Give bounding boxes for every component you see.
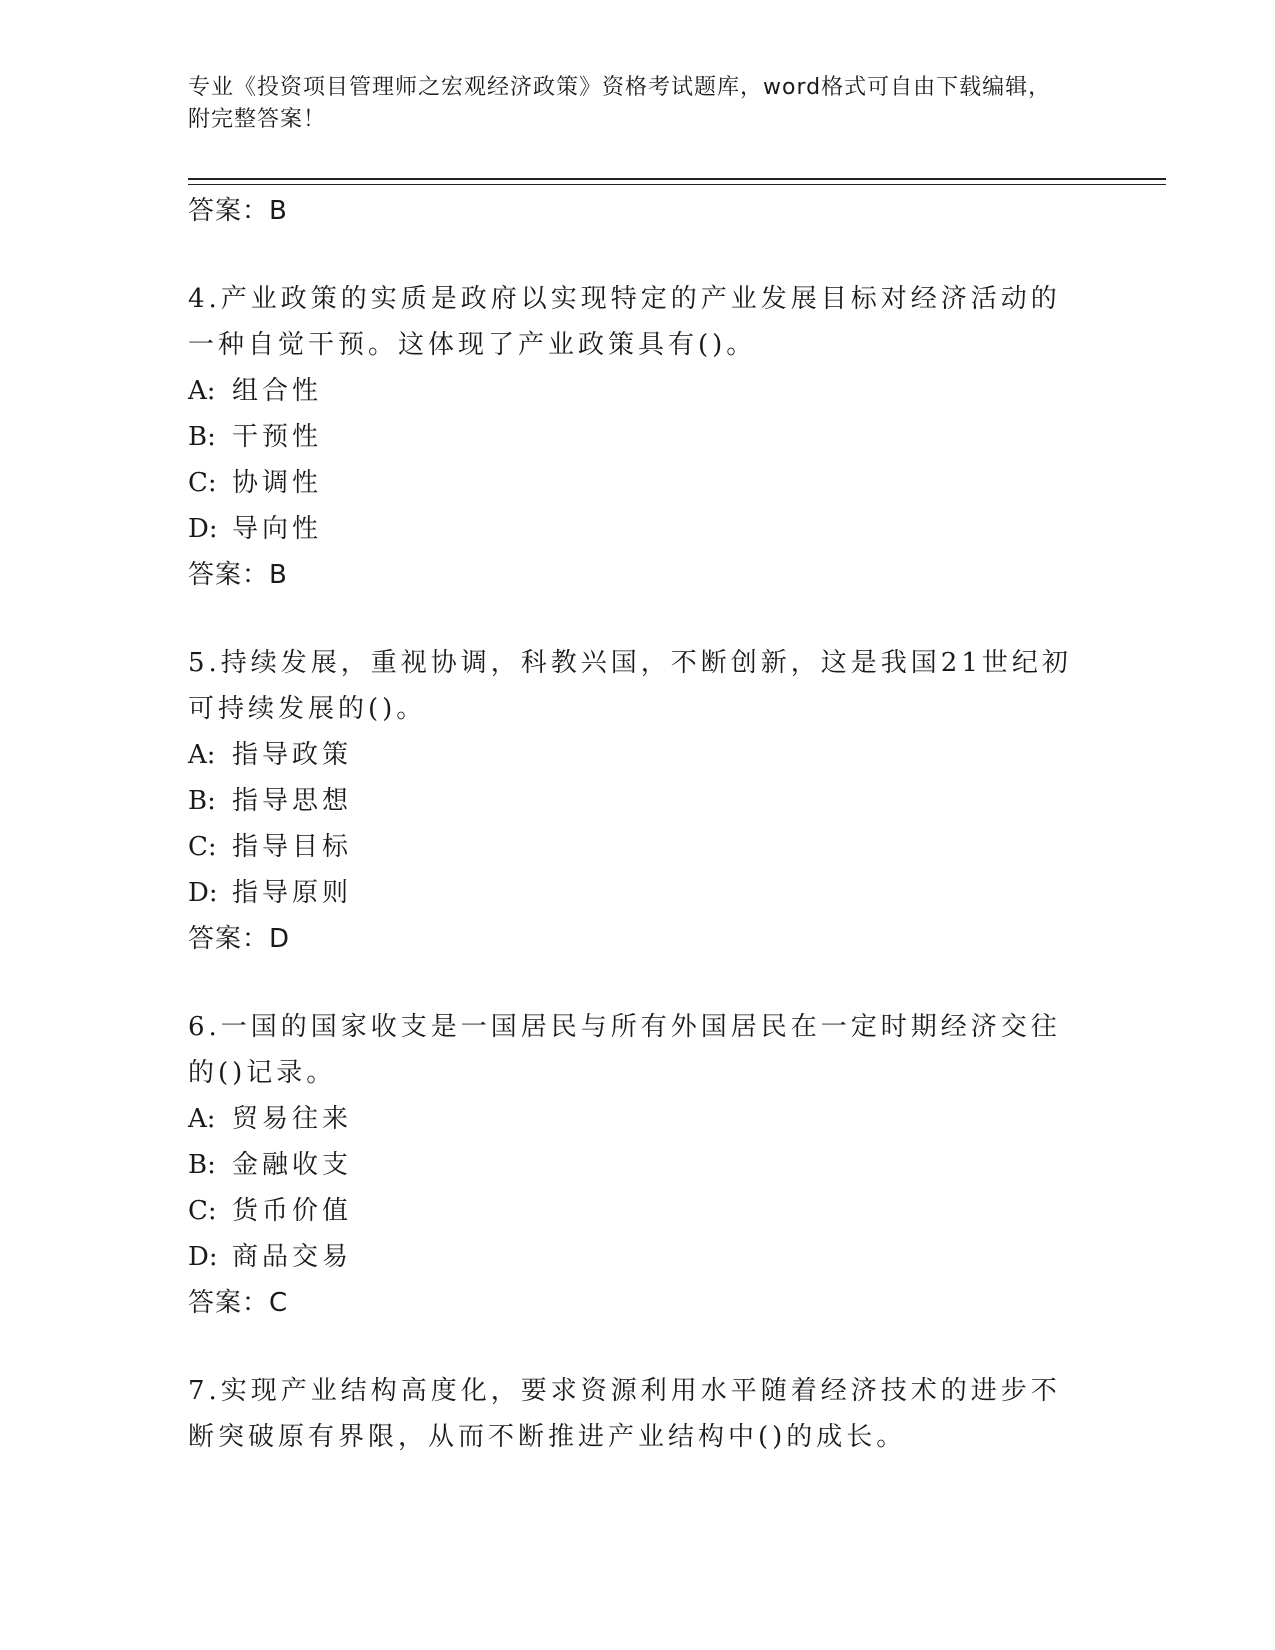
option-c	[188, 460, 1088, 506]
option-letter: C:	[188, 832, 217, 862]
option-text: 组合性	[232, 376, 323, 406]
option-letter: D:	[188, 878, 218, 908]
header-rule-thin	[188, 184, 1166, 185]
option-d	[188, 506, 1088, 552]
option-letter: A:	[188, 740, 216, 770]
answer-line: 答案：C	[188, 1288, 289, 1318]
option-letter: D:	[188, 1242, 218, 1272]
option-text: 导向性	[232, 514, 323, 544]
option-letter: C:	[188, 1196, 217, 1226]
option-a	[188, 732, 1088, 778]
option-text: 商品交易	[232, 1242, 353, 1272]
option-text: 协调性	[232, 468, 323, 498]
option-letter: D:	[188, 514, 218, 544]
option-d	[188, 870, 1088, 916]
option-b	[188, 1142, 1088, 1188]
header-rule-thick	[188, 178, 1166, 180]
option-text: 干预性	[232, 422, 323, 452]
option-letter: B:	[188, 786, 216, 816]
question-text: 4.产业政策的实质是政府以实现特定的产业发展目标对经济活动的一种自觉干预。这体现了产业政策具有()。	[188, 284, 1061, 360]
option-c	[188, 1188, 1088, 1234]
option-letter: C:	[188, 468, 217, 498]
option-text: 指导思想	[232, 786, 353, 816]
option-letter: A:	[188, 376, 216, 406]
answer-line: 答案：D	[188, 924, 291, 954]
answer-line: 答案：B	[188, 560, 288, 590]
option-text: 指导政策	[232, 740, 353, 770]
option-b	[188, 778, 1088, 824]
question-text: 7.实现产业结构高度化，要求资源利用水平随着经济技术的进步不断突破原有界限，从而不断推进产业结构中()的成长。	[188, 1376, 1061, 1452]
option-text: 贸易往来	[232, 1104, 353, 1134]
question-list	[188, 188, 1088, 1460]
option-letter: B:	[188, 1150, 216, 1180]
option-text: 金融收支	[232, 1150, 353, 1180]
option-d	[188, 1234, 1088, 1280]
document-header: 专业《投资项目管理师之宏观经济政策》资格考试题库，word格式可自由下载编辑，附完整答案！	[188, 75, 1052, 132]
option-letter: A:	[188, 1104, 216, 1134]
option-a	[188, 1096, 1088, 1142]
option-text: 指导目标	[232, 832, 353, 862]
option-text: 指导原则	[232, 878, 353, 908]
question-text: 5.持续发展，重视协调，科教兴国，不断创新，这是我国21世纪初可持续发展的()。	[188, 648, 1072, 724]
answer-line: 答案：B	[188, 196, 288, 226]
option-c	[188, 824, 1088, 870]
option-text: 货币价值	[232, 1196, 353, 1226]
option-b	[188, 414, 1088, 460]
option-letter: B:	[188, 422, 216, 452]
option-a	[188, 368, 1088, 414]
question-text: 6.一国的国家收支是一国居民与所有外国居民在一定时期经济交往的()记录。	[188, 1012, 1061, 1088]
